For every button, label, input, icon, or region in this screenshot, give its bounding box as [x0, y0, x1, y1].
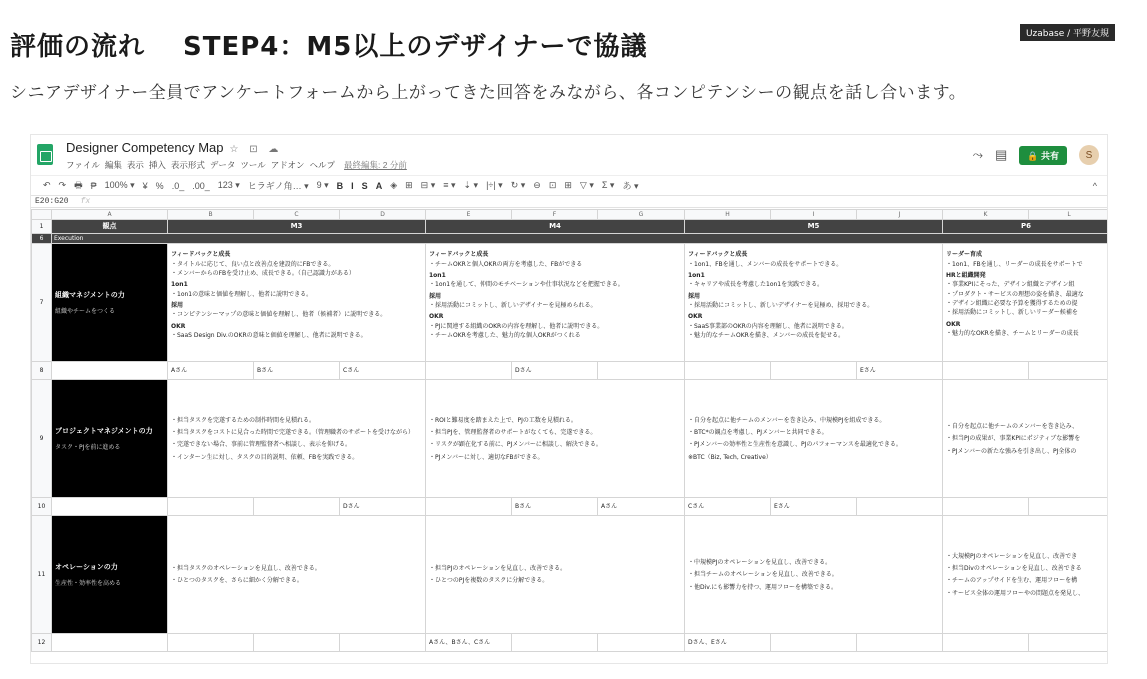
assignee-cell[interactable]	[168, 634, 254, 652]
criteria-line: ・SaaS事業部のOKRの内容を理解し、他者に説明できる。	[688, 322, 848, 330]
assignee-cell[interactable]	[771, 634, 857, 652]
criteria-line: ・チームOKRと個人OKRの両方を考慮した、FBができる	[429, 260, 583, 268]
toolbar-button[interactable]: 9 ▾	[316, 180, 329, 190]
row-number[interactable]: 12	[32, 634, 52, 652]
criteria-line: ・メンバーからのFBを受け止め、成長できる。（自己認識力がある）	[171, 270, 355, 278]
assignee-cell[interactable]: Dさん	[512, 362, 598, 380]
criteria-line: ・キャリアや成長を考慮した1on1を実践できる。	[688, 281, 824, 289]
level-header-m5[interactable]: M5	[685, 220, 943, 234]
toolbar-button[interactable]: ⇣ ▾	[463, 180, 479, 190]
name-cell[interactable]	[52, 362, 168, 380]
fx-icon: fx	[80, 197, 91, 206]
criteria-m3[interactable]	[168, 380, 426, 498]
criteria-line: ・デザイン組織に必要な予算を獲得するための提	[946, 299, 1078, 307]
column-header-row	[32, 210, 1109, 220]
toolbar-button[interactable]: ↻ ▾	[510, 180, 526, 190]
criteria-line: ・魅力的なチームOKRを描き、メンバーの成長を促せる。	[688, 331, 845, 339]
criteria-line: ・他Div.にも影響力を持つ、運用フローを構築できる。	[688, 583, 838, 591]
assignee-cell[interactable]	[685, 362, 771, 380]
assignee-cell[interactable]	[254, 634, 340, 652]
section-heading: フィードバックと成長	[171, 251, 231, 259]
activity-trend-icon[interactable]: ⤳	[972, 147, 983, 162]
competency-row	[32, 244, 1109, 362]
section-heading: 1on1	[688, 272, 705, 280]
toolbar-button[interactable]: ⊞	[564, 180, 572, 190]
corner-cell[interactable]	[32, 210, 52, 220]
share-label: 共有	[1040, 150, 1059, 161]
criteria-m5[interactable]	[685, 380, 943, 498]
toolbar-button[interactable]: ◈	[390, 180, 398, 190]
menu-item[interactable]: ツール	[240, 160, 266, 170]
section-heading: HRと組織開発	[946, 272, 986, 280]
assignee-cell[interactable]: Aさん	[598, 498, 685, 516]
last-edit-link[interactable]: 最終編集: 2 分前	[344, 160, 407, 170]
toolbar-button[interactable]: ↶	[43, 180, 51, 190]
toolbar-button[interactable]: .00_	[192, 180, 210, 191]
criteria-m3[interactable]	[168, 516, 426, 634]
criteria-m3[interactable]	[168, 244, 426, 362]
menu-item[interactable]: ヘルプ	[309, 160, 336, 170]
toolbar-button[interactable]: .0_	[171, 180, 185, 191]
header-cell[interactable]: 観点	[52, 220, 168, 234]
criteria-line: ・担当チームのオペレーションを見直し、改善できる。	[688, 571, 838, 579]
toolbar-button[interactable]: ₱	[90, 180, 97, 191]
avatar[interactable]: S	[1079, 145, 1099, 165]
right-tools	[973, 145, 1099, 165]
sheets-titlebar	[31, 135, 1107, 175]
section-heading: リーダー育成	[946, 251, 983, 259]
criteria-line: ・自分を起点に他チームのメンバーを巻き込み、中規模PJを組成できる。	[688, 416, 886, 424]
assignee-cell[interactable]: Bさん	[254, 362, 340, 380]
row-number[interactable]: 10	[32, 498, 52, 516]
competency-row	[32, 380, 1109, 498]
criteria-line: ・魅力的なOKRを描き、チームとリーダーの成長	[946, 329, 1079, 337]
category-subtitle: 生産性・効率性を高める	[55, 579, 122, 587]
assignee-cell[interactable]	[426, 362, 512, 380]
criteria-line: ・インターン生に対し、タスクの目的説明、依頼、FBを実践できる。	[171, 453, 359, 461]
criteria-line: ・1on1を通して、仲間のモチベーションや仕事状況などを把握できる。	[429, 281, 624, 289]
assignee-cell[interactable]: Aさん、Bさん、Cさん	[426, 634, 512, 652]
slide-title	[10, 26, 648, 63]
criteria-line: ・PJメンバーの効率性と生産性を意識し、PJのパフォーマンスを最適化できる。	[688, 441, 902, 449]
assignee-cell[interactable]	[512, 634, 598, 652]
spreadsheet-window	[30, 134, 1108, 664]
toolbar-button[interactable]: 🖶	[74, 179, 83, 190]
criteria-line: ・チームのアップサイドを生む、運用フローを構	[946, 577, 1078, 585]
toolbar-button[interactable]: ⊖	[533, 180, 541, 190]
criteria-line: ・ひとつのタスクを、さらに細かく分解できる。	[171, 577, 303, 585]
title-step: STEP4：M5以上のデザイナーで協議	[183, 32, 648, 62]
criteria-line: ・1on1の意味と価値を理解し、他者に説明できる。	[171, 290, 313, 298]
row-number[interactable]: 1	[32, 220, 52, 234]
assignee-cell[interactable]: Cさん	[340, 362, 426, 380]
criteria-m5[interactable]	[685, 244, 943, 362]
level-header-p6[interactable]: P6	[943, 220, 1109, 234]
toolbar-button[interactable]: ▽ ▾	[579, 180, 594, 190]
assignee-cell[interactable]: Dさん	[340, 498, 426, 516]
toolbar-button[interactable]: A	[375, 180, 383, 191]
criteria-p6[interactable]	[943, 380, 1109, 498]
criteria-line: ・担当タスクを完遂するための制作時間を見積れる。	[171, 416, 316, 424]
toolbar-button[interactable]: I	[351, 180, 354, 191]
grid-table	[31, 209, 1108, 652]
column-header[interactable]: E	[426, 210, 512, 220]
row-number[interactable]: 6	[32, 234, 52, 244]
criteria-line: ・担当タスクのオペレーションを見直し、改善できる。	[171, 565, 321, 573]
criteria-line: ・1on1、FBを通し、リーダーの成長をサポートで	[946, 260, 1083, 268]
assignee-cell[interactable]	[943, 498, 1029, 516]
assignee-cell[interactable]	[943, 362, 1029, 380]
assignee-cell[interactable]	[168, 498, 254, 516]
criteria-line: ・採用活動にコミットし、新しいリーダー候補を	[946, 309, 1078, 317]
criteria-line: ・SaaS Design Div.のOKRの意味と価値を理解し、他者に説明できる。	[171, 331, 367, 339]
share-button[interactable]: 🔒 共有	[1019, 146, 1067, 165]
criteria-line: ・採用活動にコミットし、新しいデザイナーを見極められる。	[429, 301, 597, 309]
column-header[interactable]: L	[1029, 210, 1109, 220]
name-cell[interactable]	[52, 498, 168, 516]
execution-label[interactable]: Execution	[52, 234, 1109, 244]
assignee-cell[interactable]	[943, 634, 1029, 652]
toolbar-button[interactable]: ¥	[142, 180, 148, 191]
toolbar-button[interactable]: ↷	[58, 180, 67, 190]
column-header[interactable]: B	[168, 210, 254, 220]
assignee-cell[interactable]	[771, 362, 857, 380]
toolbar-button[interactable]: ⊞	[405, 180, 413, 190]
menu-item[interactable]: 編集	[104, 160, 122, 170]
assignee-cell[interactable]: Dさん、Eさん	[685, 634, 771, 652]
assignee-cell[interactable]: Cさん	[685, 498, 771, 516]
category-title: 組織マネジメントの力	[55, 290, 125, 299]
toolbar-button[interactable]: Σ ▾	[601, 180, 615, 190]
criteria-m4[interactable]	[426, 516, 685, 634]
criteria-line: ・担当タスクをコストに見合った時間で完遂できる。（管理職者のサポートを受けながら）	[171, 429, 415, 437]
level-header-m3[interactable]: M3	[168, 220, 426, 234]
section-heading: 採用	[429, 292, 442, 300]
category-title: オペレーションの力	[55, 562, 118, 571]
slide-subtitle: シニアデザイナー全員でアンケートフォームから上がってきた回答をみながら、各コンピテンシーの観点を話し合います。	[10, 83, 967, 103]
criteria-line: ・自分を起点に他チームのメンバーを巻き込み、	[946, 422, 1078, 430]
menu-item[interactable]: 挿入	[148, 160, 166, 170]
criteria-line: ※BTC（Biz, Tech, Creative）	[688, 453, 772, 461]
section-heading: 採用	[171, 301, 184, 309]
assignee-cell[interactable]	[857, 498, 943, 516]
menu-item[interactable]: データ	[209, 160, 236, 170]
menu-item[interactable]: ファイル	[66, 160, 100, 170]
column-header[interactable]: K	[943, 210, 1029, 220]
column-header[interactable]: C	[254, 210, 340, 220]
criteria-line: ・プロダクト・サービスの理想の姿を描き、最適な	[946, 290, 1084, 298]
cell-reference[interactable]: E20:G20	[35, 197, 69, 206]
assignee-row	[32, 498, 1109, 516]
speaker-watermark: Uzabase / 平野友規	[1020, 24, 1115, 41]
criteria-m4[interactable]	[426, 380, 685, 498]
assignee-cell[interactable]	[426, 498, 512, 516]
column-header[interactable]: G	[598, 210, 685, 220]
formula-bar	[31, 195, 1107, 208]
name-cell[interactable]	[52, 634, 168, 652]
section-heading: OKR	[429, 313, 444, 321]
criteria-line: ・担当PJのオペレーションを見直し、改善できる。	[429, 565, 567, 573]
row-number[interactable]: 8	[32, 362, 52, 380]
competency-category[interactable]	[52, 244, 168, 362]
column-header[interactable]: D	[340, 210, 426, 220]
assignee-row	[32, 634, 1109, 652]
criteria-line: ・担当PJの成果が、事業KPIにポジティブな影響を	[946, 435, 1081, 443]
criteria-m5[interactable]	[685, 516, 943, 634]
section-heading: 1on1	[171, 281, 188, 289]
criteria-p6[interactable]	[943, 516, 1109, 634]
column-header[interactable]: H	[685, 210, 771, 220]
section-heading: 1on1	[429, 272, 446, 280]
column-header[interactable]: A	[52, 210, 168, 220]
criteria-line: ・採用活動にコミットし、新しいデザイナーを見極め、採用できる。	[688, 301, 874, 309]
competency-row	[32, 516, 1109, 634]
column-header[interactable]: F	[512, 210, 598, 220]
criteria-line: ・ひとつのPJを複数のタスクに分解できる。	[429, 577, 549, 585]
assignee-cell[interactable]: Eさん	[857, 362, 943, 380]
sheets-logo-icon[interactable]	[37, 144, 53, 165]
criteria-line: ・チームOKRを考慮した、魅力的な個人OKRがつくれる	[429, 331, 581, 339]
competency-category[interactable]	[52, 380, 168, 498]
assignee-cell[interactable]	[1029, 498, 1109, 516]
toolbar-button[interactable]: ヒラギノ角… ▾	[247, 181, 309, 191]
assignee-cell[interactable]	[857, 634, 943, 652]
criteria-line: ・PJメンバーに対し、適切なFBができる。	[429, 453, 544, 461]
section-heading: フィードバックと成長	[429, 251, 489, 259]
toolbar-button[interactable]: ⊟ ▾	[420, 180, 436, 190]
menu-item[interactable]: 表示形式	[170, 160, 205, 170]
toolbar-button[interactable]: 100% ▾	[104, 180, 135, 190]
assignee-cell[interactable]: Bさん	[512, 498, 598, 516]
title-icons[interactable]: ☆ ⊡ ☁	[229, 144, 283, 155]
row-number[interactable]: 11	[32, 516, 52, 634]
section-heading: OKR	[946, 320, 961, 328]
toolbar-button[interactable]: |÷| ▾	[486, 180, 503, 190]
category-title: プロジェクトマネジメントの力	[55, 426, 153, 435]
assignee-cell[interactable]	[598, 362, 685, 380]
document-title-text[interactable]: Designer Competency Map	[66, 140, 224, 155]
toolbar-button[interactable]: あ ▾	[622, 181, 639, 191]
toolbar-button[interactable]: 123 ▾	[217, 180, 240, 190]
toolbar-button[interactable]: %	[155, 180, 164, 191]
criteria-line: ・担当PJを、管理監督者のサポートがなくても、完遂できる。	[429, 429, 597, 437]
collapse-toolbar-icon[interactable]: ^	[1092, 180, 1097, 191]
level-header-m4[interactable]: M4	[426, 220, 685, 234]
format-toolbar	[31, 175, 1107, 195]
category-subtitle: タスク・PJを前に進める	[55, 443, 121, 451]
criteria-line: ・PJに関連する組織のOKRの内容を理解し、他者に説明できる。	[429, 322, 604, 330]
title-main: 評価の流れ	[10, 32, 146, 62]
sheet-grid	[31, 209, 1108, 664]
toolbar-button[interactable]: S	[361, 180, 368, 191]
assignee-row	[32, 362, 1109, 380]
assignee-cell[interactable]: Aさん	[168, 362, 254, 380]
criteria-line: ・1on1、FBを通し、メンバーの成長をサポートできる。	[688, 260, 843, 268]
column-header[interactable]: I	[771, 210, 857, 220]
execution-row	[32, 234, 1109, 244]
assignee-cell[interactable]	[1029, 634, 1109, 652]
criteria-line: ・コンピテンシーマップの意味と価値を理解し、他者（候補者）に説明できる。	[171, 311, 387, 319]
competency-category[interactable]	[52, 516, 168, 634]
assignee-cell[interactable]	[340, 634, 426, 652]
section-heading: フィードバックと成長	[688, 251, 748, 259]
menu-bar	[66, 159, 412, 171]
category-subtitle: 組織やチームをつくる	[55, 307, 116, 315]
assignee-cell[interactable]	[598, 634, 685, 652]
assignee-cell[interactable]	[1029, 362, 1109, 380]
toolbar-button[interactable]: ⊡	[548, 180, 557, 190]
criteria-line: ・中規模PJのオペレーションを見直し、改善できる。	[688, 558, 832, 566]
assignee-cell[interactable]: Eさん	[771, 498, 857, 516]
criteria-line: ・タイトルに応じて、良い点と改善点を建設的にFBできる。	[171, 260, 335, 268]
section-heading: OKR	[171, 322, 186, 330]
criteria-line: ・事業KPIにそった、デザイン組織とデザイン組	[946, 281, 1075, 289]
criteria-line: ・担当Divのオペレーションを見直し、改善できる	[946, 565, 1082, 573]
menu-item[interactable]: アドオン	[270, 160, 305, 170]
criteria-line: ・BTC*の観点を考慮し、PJメンバーと共同できる。	[688, 429, 828, 437]
assignee-cell[interactable]	[254, 498, 340, 516]
column-header[interactable]: J	[857, 210, 943, 220]
row-number[interactable]: 7	[32, 244, 52, 362]
criteria-line: ・リスクが顕在化する前に、PJメンバーに相談し、解決できる。	[429, 441, 602, 449]
criteria-line: ・大規模PJのオペレーションを見直し、改善でき	[946, 552, 1078, 560]
section-heading: 採用	[688, 292, 701, 300]
criteria-line: ・サービス全体の運用フローやの問題点を発見し、	[946, 589, 1085, 597]
criteria-p6[interactable]	[943, 244, 1109, 362]
comment-icon[interactable]: ▤	[994, 147, 1008, 162]
level-header-row	[32, 220, 1109, 234]
document-title[interactable]	[66, 140, 282, 155]
toolbar-button[interactable]: ≡ ▾	[443, 180, 456, 190]
menu-item[interactable]: 表示	[126, 160, 144, 170]
criteria-line: ・ROIと難易度を踏まえた上で、PJの工数を見積れる。	[429, 416, 577, 424]
toolbar-button[interactable]: B	[336, 180, 344, 191]
criteria-m4[interactable]	[426, 244, 685, 362]
criteria-line: ・完遂できない場合、事前に管理監督者へ相談し、表示を仰げる。	[171, 441, 352, 449]
row-number[interactable]: 9	[32, 380, 52, 498]
criteria-line: ・PJメンバーの新たな強みを引き出し、PJ全体の	[946, 447, 1077, 455]
section-heading: OKR	[688, 313, 703, 321]
